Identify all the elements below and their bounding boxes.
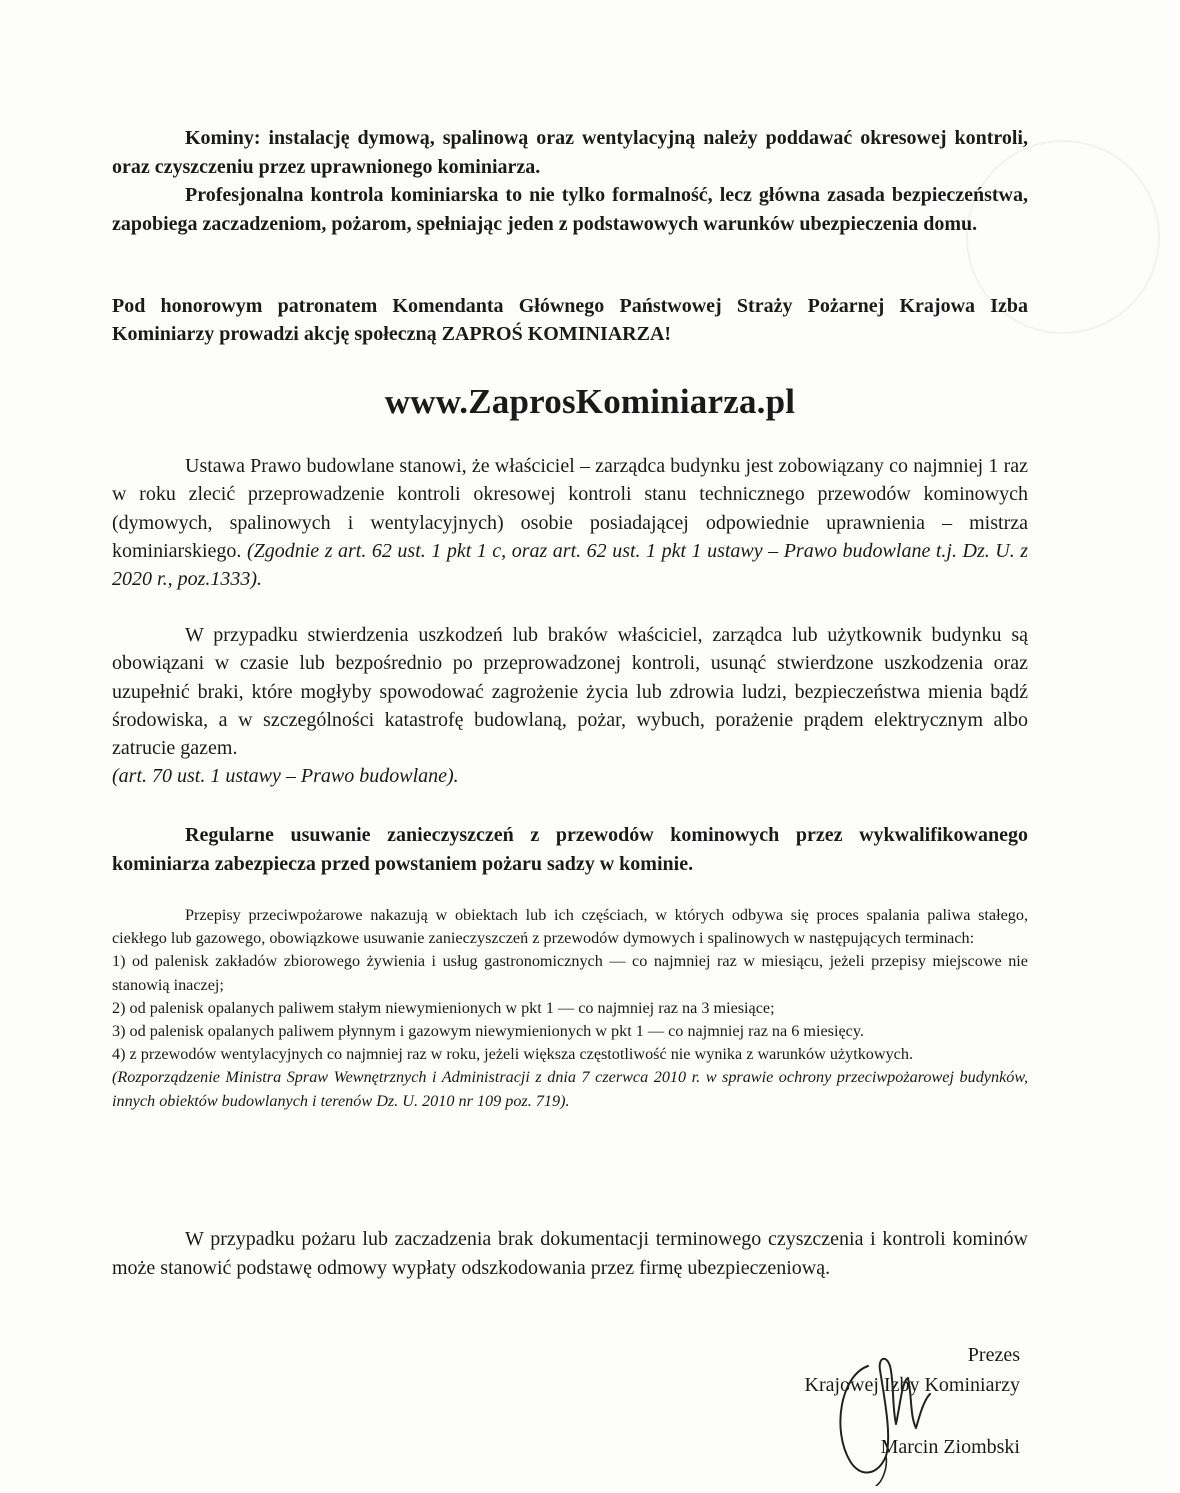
fire-rules-item: 3) od palenisk opalanych paliwem płynnym i gazowym niewymienionych w pkt 1 — co najmniej raz na 6 miesięcy.: [112, 1022, 864, 1041]
law2-paragraph: W przypadku stwierdzenia uszkodzeń lub braków właściciel, zarządca lub użytkownik budynku są obowiązani w czasie lub bezpośrednio po przeprowadzonej kontroli, usunąć stwierdzone uszkodzenia oraz uzupełnić braki, które mogłyby spowodować zagrożenie życia lub zdrowia ludzi, bezpieczeństwa mienia bądź środowiska, a w szczególności katastrofę budowlaną, pożar, wybuch, porażenie prądem elektrycznym albo zatrucie gazem.: [112, 624, 1028, 760]
website-heading: www.ZaprosKominiarza.pl: [384, 382, 796, 421]
fire-rules-intro: Przepisy przeciwpożarowe nakazują w obiektach lub ich częściach, w których odbywa się proces spalania paliwa stałego, ciekłego lub gazowego, obowiązkowe usuwanie zanieczyszczeń z przewodów dymowych i spalinowych w następujących terminach:: [112, 906, 1028, 948]
intro-section: [112, 124, 1028, 238]
law2-section: [112, 621, 1028, 791]
signature-title: Prezes: [967, 1344, 1020, 1366]
law1-text: Ustawa Prawo budowlane stanowi, że właściciel – zarządca budynku jest zobowiązany co najmniej 1 raz w roku zlecić przeprowadzenie kontroli okresowej kontroli stanu technicznego przewodów kominowych (dymowych, spalinowych i wentylacyjnych) osobie posiadającej odpowiednie uprawnienia – mistrza kominiarskiego.: [112, 455, 1028, 562]
fire-rules-item: 4) z przewodów wentylacyjnych co najmniej raz w roku, jeżeli większa częstotliwość nie wynika z warunków użytkowych.: [112, 1045, 914, 1064]
fire-rules-item: 2) od palenisk opalanych paliwem stałym niewymienionych w pkt 1 — co najmniej raz na 3 miesiące;: [112, 998, 775, 1017]
law2-citation: (art. 70 ust. 1 ustawy – Prawo budowlane).: [112, 765, 459, 788]
intro-paragraph-2: Profesjonalna kontrola kominiarska to nie tylko formalność, lecz główna zasada bezpieczeństwa, zapobiega zaczadzeniom, pożarom, spełniając jeden z podstawowych warunków ubezpieczenia domu.: [112, 184, 1028, 235]
insurance-paragraph: W przypadku pożaru lub zaczadzenia brak dokumentacji terminowego czyszczenia i kontroli kominów może stanowić podstawę odmowy wypłaty odszkodowania przez firmę ubezpieczeniową.: [112, 1228, 1028, 1279]
law1-paragraph: [112, 452, 1028, 593]
handwritten-signature-icon: [820, 1336, 960, 1486]
fire-rules-item: 1) od palenisk zakładów zbiorowego żywienia i usług gastronomicznych — co najmniej raz w miesiącu, jeżeli przepisy miejscowe nie stanowią inaczej;: [112, 952, 1028, 994]
signature-name: Marcin Ziombski: [880, 1436, 1020, 1458]
law1-citation: (Zgodnie z art. 62 ust. 1 pkt 1 c, oraz art. 62 ust. 1 pkt 1 ustawy – Prawo budowlane t.j. Dz. U. z 2020 r., poz.1333).: [112, 539, 1029, 591]
fire-rules-section: [112, 904, 1028, 1113]
regular-cleaning-paragraph: Regularne usuwanie zanieczyszczeń z przewodów kominowych przez wykwalifikowanego kominiarza zabezpiecza przed powstaniem pożaru sadzy w kominie.: [112, 824, 1028, 875]
signature-org: Krajowej Izby Kominiarzy: [804, 1374, 1020, 1396]
intro-paragraph-1: Kominy: instalację dymową, spalinową oraz wentylacyjną należy poddawać okresowej kontroli, oraz czyszczeniu przez uprawnionego kominiarza.: [112, 127, 1028, 178]
patronage-paragraph: Pod honorowym patronatem Komendanta Głównego Państwowej Straży Pożarnej Krajowa Izba Kominiarzy prowadzi akcję społeczną ZAPROŚ KOMINIARZA!: [112, 295, 1028, 345]
fire-rules-citation: (Rozporządzenie Ministra Spraw Wewnętrznych i Administracji z dnia 7 czerwca 2010 r. w sprawie ochrony przeciwpożarowej budynków, innych obiektów budowlanych i terenów Dz. U. 2010 nr 109 poz. 719).: [112, 1068, 1028, 1110]
